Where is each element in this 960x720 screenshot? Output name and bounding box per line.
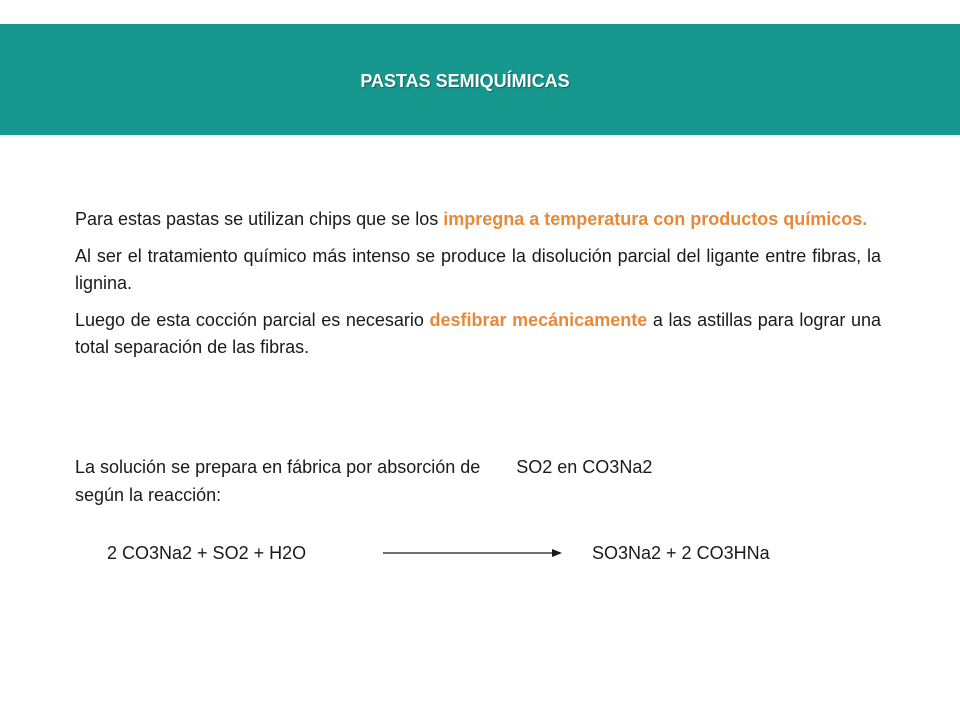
paragraph-1-highlight: impregna a temperatura con productos químicos. [443, 209, 868, 229]
paragraph-3-highlight: desfibrar mecánicamente [429, 310, 648, 330]
solution-line-2: según la reacción: [75, 485, 222, 505]
paragraph-2: Al ser el tratamiento químico más intenso se produce la disolución parcial del ligante entre fibras, la lignina. [75, 246, 881, 293]
reaction-products: SO3Na2 + 2 CO3HNa [592, 543, 770, 563]
solution-line-1 [75, 453, 881, 481]
reaction-arrow-icon [383, 547, 563, 559]
solution-line-1-text: La solución se prepara en fábrica por absorción de [75, 457, 481, 477]
paragraph-1 [75, 206, 881, 233]
slide-title: PASTAS SEMIQUÍMICAS [360, 71, 570, 91]
chemical-reaction [107, 540, 867, 566]
solution-line-1-formula: SO2 en CO3Na2 [516, 457, 653, 477]
body-text [75, 206, 881, 371]
paragraph-3 [75, 307, 881, 361]
paragraph-1-text: Para estas pastas se utilizan chips que se los [75, 209, 444, 229]
solution-statement [75, 453, 881, 509]
paragraph-3-text-start: Luego de esta cocción parcial es necesario [75, 310, 430, 330]
reaction-reactants: 2 CO3Na2 + SO2 + H2O [107, 543, 307, 563]
paragraph-3-text-end: a las astillas para lograr una total separación de las fibras. [75, 310, 882, 357]
